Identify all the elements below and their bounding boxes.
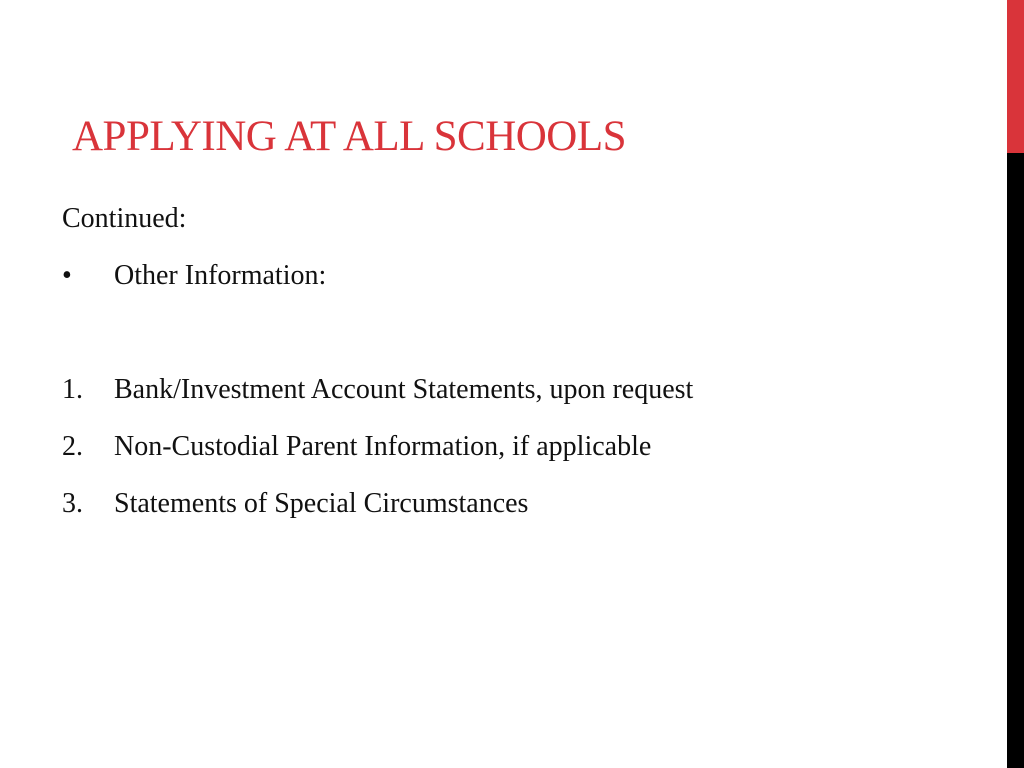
bullet-text: Other Information: [114,260,327,291]
numbered-item-text: Statements of Special Circumstances [114,488,529,519]
numbered-item-marker: 1. [62,374,83,405]
numbered-item [62,371,982,409]
bullet-item [62,257,982,295]
side-bar-accent-segment [1007,0,1024,153]
numbered-item-marker: 3. [62,488,83,519]
numbered-item [62,428,982,466]
numbered-item [62,485,982,523]
list-spacer [62,314,982,371]
side-decoration-bar [1007,0,1024,768]
slide-title: APPLYING AT ALL SCHOOLS [72,113,627,160]
numbered-item-marker: 2. [62,431,83,462]
intro-text: Continued: [62,203,187,234]
side-bar-dark-segment [1007,153,1024,768]
numbered-item-text: Bank/Investment Account Statements, upon request [114,374,694,405]
numbered-item-text: Non-Custodial Parent Information, if applicable [114,431,652,462]
bullet-marker: • [62,260,72,291]
slide-body [62,200,982,542]
